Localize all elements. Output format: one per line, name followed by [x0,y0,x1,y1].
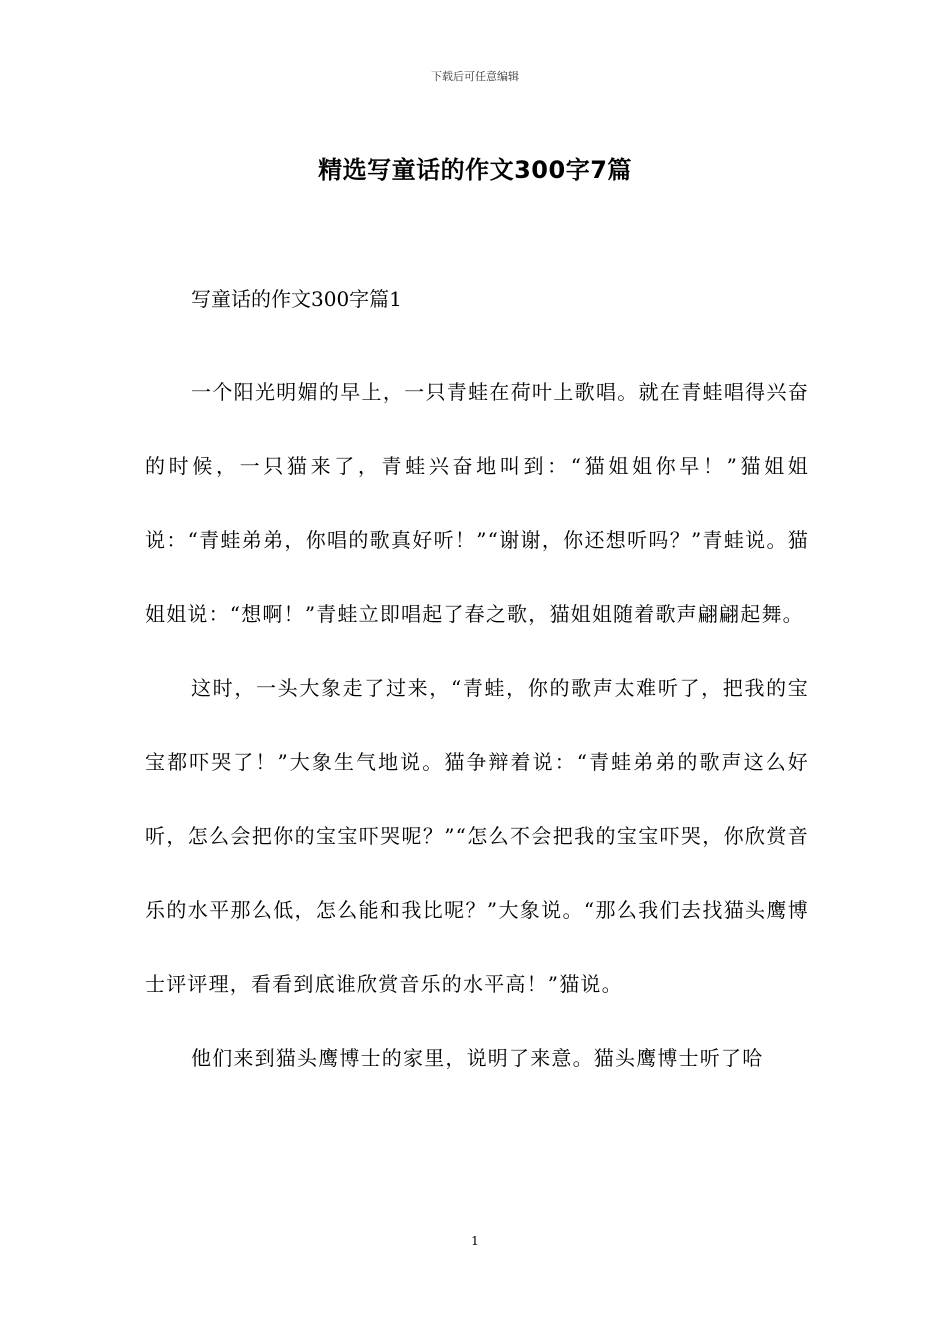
paragraph-3: 他们来到猫头鹰博士的家里，说明了来意。猫头鹰博士听了哈 [191,1046,764,1070]
document-body [145,280,809,1095]
header-note: 下载后可任意编辑 [431,70,519,83]
section-heading: 写童话的作文300字篇1 [191,287,402,311]
paragraph-2: 这时，一头大象走了过来，“青蛙，你的歌声太难听了，把我的宝宝都吓哭了！”大象生气地说。猫争辩着说：“青蛙弟弟的歌声这么好听，怎么会把你的宝宝吓哭呢？”“怎么不会把我的宝宝吓哭，你欣赏音乐的水平那么低，怎么能和我比呢？”大象说。“那么我们去找猫头鹰博士评评理，看看到底谁欣赏音乐的水平高！”猫说。 [145,676,809,996]
document-title: 精选写童话的作文300字7篇 [318,156,632,184]
page-number: 1 [471,1234,479,1248]
paragraph-1: 一个阳光明媚的早上，一只青蛙在荷叶上歌唱。就在青蛙唱得兴奋的时候，一只猫来了，青蛙兴奋地叫到：“猫姐姐你早！”猫姐姐说：“青蛙弟弟，你唱的歌真好听！”“谢谢，你还想听吗？”青蛙说。猫姐姐说：“想啊！”青蛙立即唱起了春之歌，猫姐姐随着歌声翩翩起舞。 [145,380,809,626]
